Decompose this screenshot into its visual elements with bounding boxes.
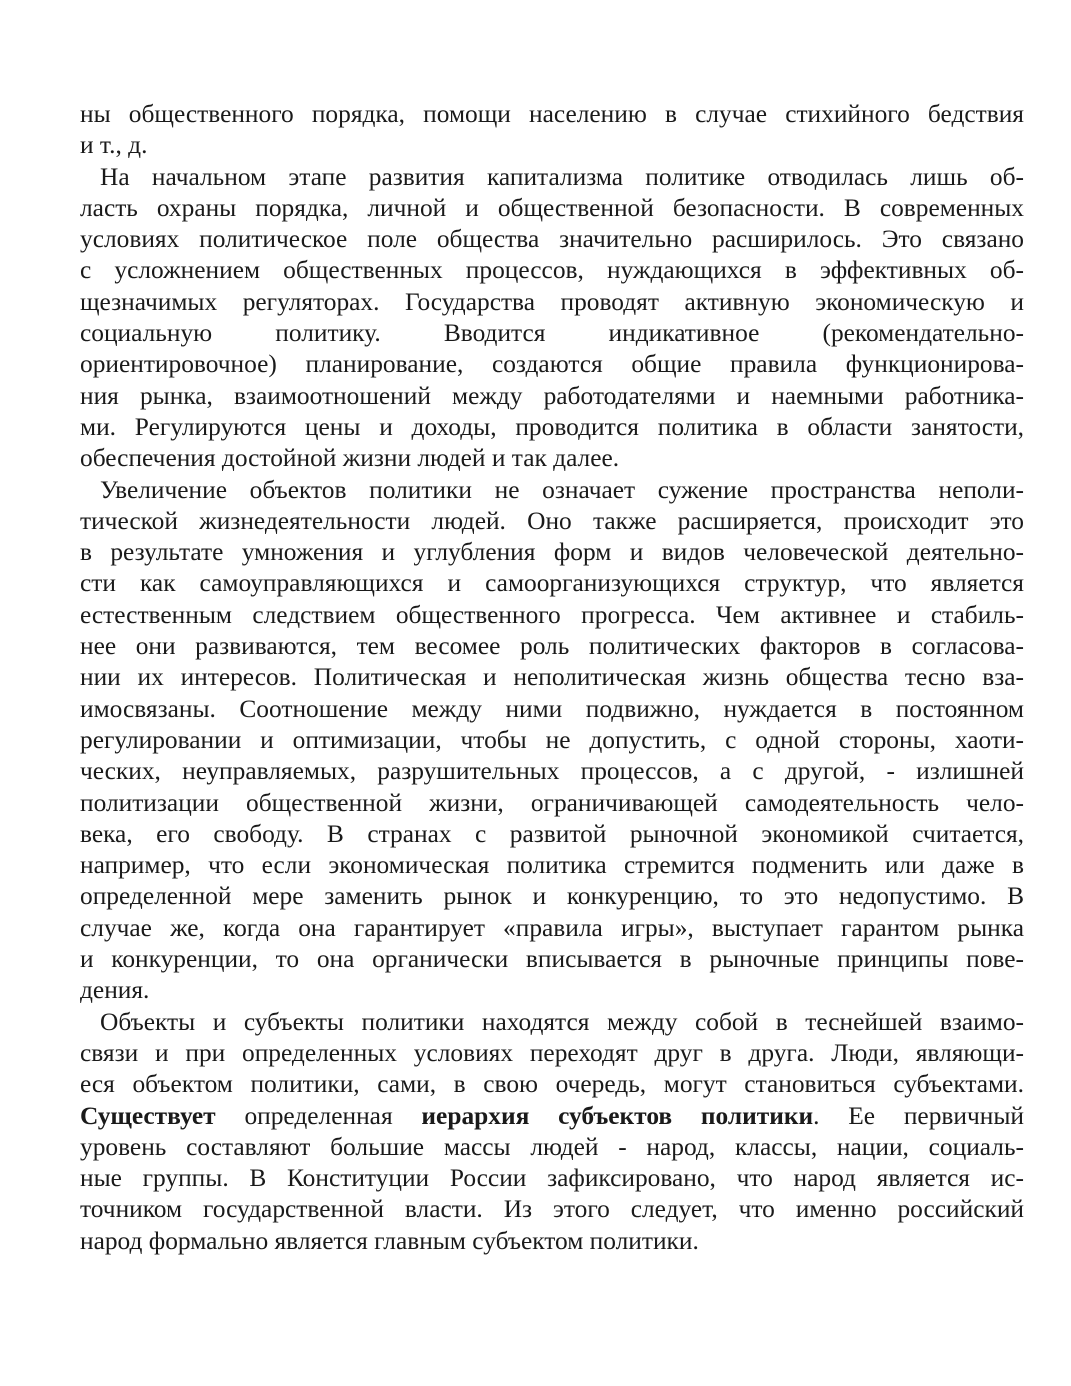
text-line: точником государственной власти. Из этого следует, что именно российский — [80, 1195, 1024, 1224]
bold-term: иерархия субъектов политики — [421, 1101, 814, 1130]
text-line: обеспечения достойной жизни людей и так далее. — [80, 444, 620, 473]
text-line: социальную политику. Вводится индикативное (рекомендательно- — [80, 319, 1024, 348]
text-line: и т., д. — [80, 131, 148, 160]
text-line: имосвязаны. Соотношение между ними подвижно, нуждается в постоянном — [80, 694, 1024, 723]
text-line: народ формально является главным субъектом политики. — [80, 1226, 699, 1255]
text-line: с усложнением общественных процессов, нуждающихся в эффективных об- — [80, 256, 1024, 285]
text-line: случае же, когда она гарантирует «правила игры», выступает гарантом рынка — [80, 913, 1024, 942]
text-line: нии их интересов. Политическая и неполитическая жизнь общества тесно вза- — [80, 663, 1024, 692]
text-line: уровень составляют большие массы людей - народ, классы, нации, социаль- — [80, 1132, 1024, 1161]
paragraph — [80, 475, 1024, 1007]
text-line: щезначимых регуляторах. Государства проводят активную экономическую и — [80, 287, 1024, 316]
text-line: На начальном этапе развития капитализма политике отводилась лишь об- — [100, 162, 1024, 191]
text-line: тической жизнедеятельности людей. Оно также расширяется, происходит это — [80, 506, 1024, 535]
text-line: дения. — [80, 976, 150, 1005]
text-line: ми. Регулируются цены и доходы, проводится политика в области занятости, — [80, 412, 1024, 441]
text-line: определенной мере заменить рынок и конкуренцию, то это недопустимо. В — [80, 882, 1024, 911]
text-line: условиях политическое поле общества значительно расширилось. Это связано — [80, 225, 1024, 254]
document-page — [80, 99, 1024, 1257]
text-line: ориентировочное) планирование, создаются общие правила функционирова- — [80, 350, 1024, 379]
text-line: еся объектом политики, сами, в свою очередь, могут становиться субъектами. — [80, 1070, 1024, 1099]
text-line: связи и при определенных условиях переходят друг в друга. Люди, являющи- — [80, 1038, 1024, 1067]
text-line: нее они развиваются, тем весомее роль политических факторов в согласова- — [80, 632, 1024, 661]
text-line: ные группы. В Конституции России зафиксировано, что народ является ис- — [80, 1164, 1024, 1193]
text-line: в результате умножения и углубления форм и видов человеческой деятельно- — [80, 538, 1024, 567]
text-line: естественным следствием общественного прогресса. Чем активнее и стабиль- — [80, 600, 1024, 629]
text-line — [80, 1101, 1024, 1132]
text-line: например, что если экономическая политика стремится подменить или даже в — [80, 851, 1024, 880]
paragraph — [80, 162, 1024, 475]
text-line: Увеличение объектов политики не означает сужение пространства неполи- — [100, 475, 1024, 504]
text-line: и конкуренции, то она органически вписывается в рыночные принципы пове- — [80, 945, 1024, 974]
text-line: ласть охраны порядка, личной и общественной безопасности. В современных — [80, 193, 1024, 222]
paragraph — [80, 99, 1024, 162]
paragraph — [80, 1007, 1024, 1257]
text-line: сти как самоуправляющихся и самоорганизующихся структур, что является — [80, 569, 1024, 598]
text-line: ния рынка, взаимоотношений между работодателями и наемными работника- — [80, 381, 1024, 410]
bold-term: Существует — [80, 1101, 216, 1130]
text-line: политизации общественной жизни, ограничивающей самодеятельность чело- — [80, 788, 1024, 817]
text-segment: . Ее первичный — [813, 1101, 1024, 1130]
text-line: регулировании и оптимизации, чтобы не допустить, с одной стороны, хаоти- — [80, 725, 1024, 754]
text-segment: определенная — [215, 1101, 422, 1130]
text-line: ческих, неуправляемых, разрушительных процессов, а с другой, - излишней — [80, 757, 1024, 786]
text-line: ны общественного порядка, помощи населению в случае стихийного бедствия — [80, 100, 1024, 128]
text-line: века, его свободу. В странах с развитой рыночной экономикой считается, — [80, 819, 1024, 848]
text-line: Объекты и субъекты политики находятся между собой в теснейшей взаимо- — [100, 1007, 1024, 1036]
